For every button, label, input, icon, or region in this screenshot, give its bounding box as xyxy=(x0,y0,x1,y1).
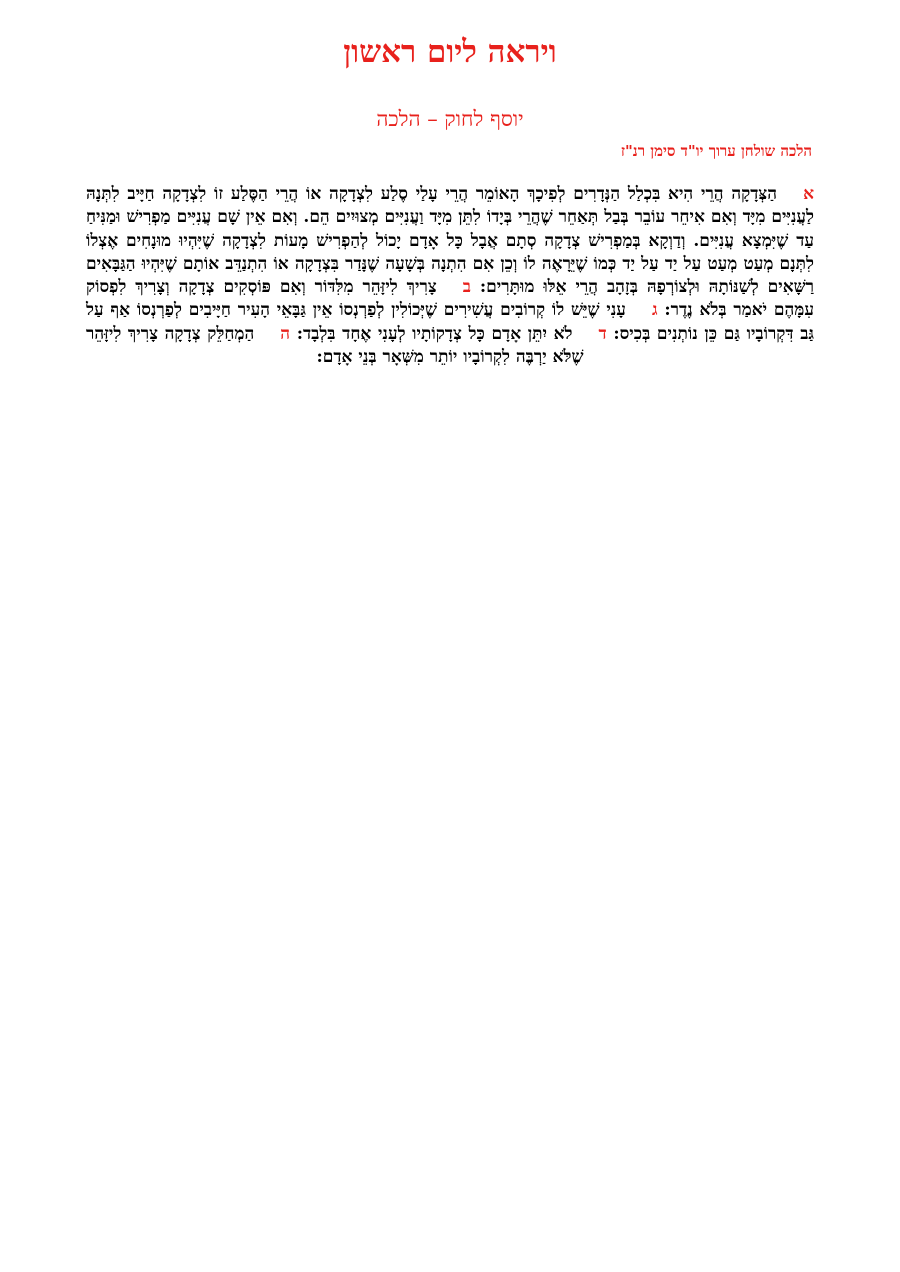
section-marker: א xyxy=(803,184,814,204)
page-title: ויראה ליום ראשון xyxy=(343,34,557,70)
section-marker: ג xyxy=(651,300,658,321)
halacha-body xyxy=(86,183,814,369)
section-marker: ב xyxy=(462,277,471,298)
section-marker: ד xyxy=(598,323,607,344)
section-marker: ה xyxy=(280,323,291,344)
source-reference: הלכה שולחן ערוך יו"ד סימן רנ"ז xyxy=(620,142,812,160)
halacha-text: לֹא יִתֵּן אָדָם כָּל צְדָקוֹתָיו לְעָנִי אֶחָד בִּלְבָד: xyxy=(296,323,573,344)
halacha-text: הַמְחַלֵּק צְדָקָה צָרִיךְ לִיזָּהֵר שֶׁלֹּא יַרְבֶּה לִקְרוֹבָיו יוֹתֵר מִשְּׁאָר בְּנֵי אָדָם: xyxy=(86,323,584,368)
halacha-text: עָנִי שֶׁיֵּשׁ לוֹ קְרוֹבִים עֲשִׁירִים שֶׁיְּכוֹלִין לְפַרְנְסוֹ אֵין גַּבָּאֵי הָעִיר חַיָּיבִים לְפַרְנְסוֹ אַף עַל גַּב דִּקְרוֹבָיו גַּם כֵּן נוֹתְנִים בְּכִיס: xyxy=(86,300,815,344)
page-subtitle: יוסף לחוק – הלכה xyxy=(376,107,524,131)
halacha-text: הַצְּדָקָה הֲרֵי הִיא בִּכְלַל הַנְּדָרִים לְפִיכָךְ הָאוֹמֵר הֲרֵי עָלַי סֶלַע לִצְדָקָה אוֹ הֲרֵי הַסֶּלַע זוֹ לִצְדָקָה חַיָּיב לִתְּנָהּ לַעֲנִיִּים מִיָּד וְאִם אִיחֵר עוֹבֵר בְּבַל תְּאַחֵר שֶׁהֲרֵי בְּיָדוֹ לִתֵּן מִיָּד וַעֲנִיִּים מְצוּיִים הֵם. וְאִם אֵין שָׁם עֲנִיִּים מַפְרִישׁ וּמַנִּיחַ עַד שֶׁיִּמְצָא עֲנִיִּים. וְדַוְקָא בְּמַפְרִישׁ צְדָקָה סְתָם אֲבָל כָּל אָדָם יָכוֹל לְהַפְרִישׁ מָעוֹת לִצְדָקָה שֶׁיִּהְיוּ מוּנָחִים אֶצְלוֹ לִתְּנָם מְעַט מְעַט עַל יַד עַל יַד כְּמוֹ שֶׁיֵּרָאֶה לוֹ וְכֵן אִם הִתְנָה בְּשָׁעָה שֶׁנָּדַר בִּצְדָקָה אוֹ הִתְנַדֵּב אוֹתָם שֶׁיִּהְיוּ הַגַּבָּאִים רַשָּׁאִים לְשַׁנּוֹתָהּ וּלְצוֹרְפָהּ בְּזָהָב הֲרֵי אֵלּוּ מוּתָּרִים: xyxy=(86,184,814,298)
halacha-text: צָרִיךְ לִיזָּהֵר מִלִּדּוֹר וְאִם פּוֹסְקִים צְדָקָה וְצָרִיךְ לִפְסוֹק עִמָּהֶם יֹאמַר בְּלֹא נֶדֶר: xyxy=(86,277,814,321)
halacha-segment xyxy=(290,324,607,344)
